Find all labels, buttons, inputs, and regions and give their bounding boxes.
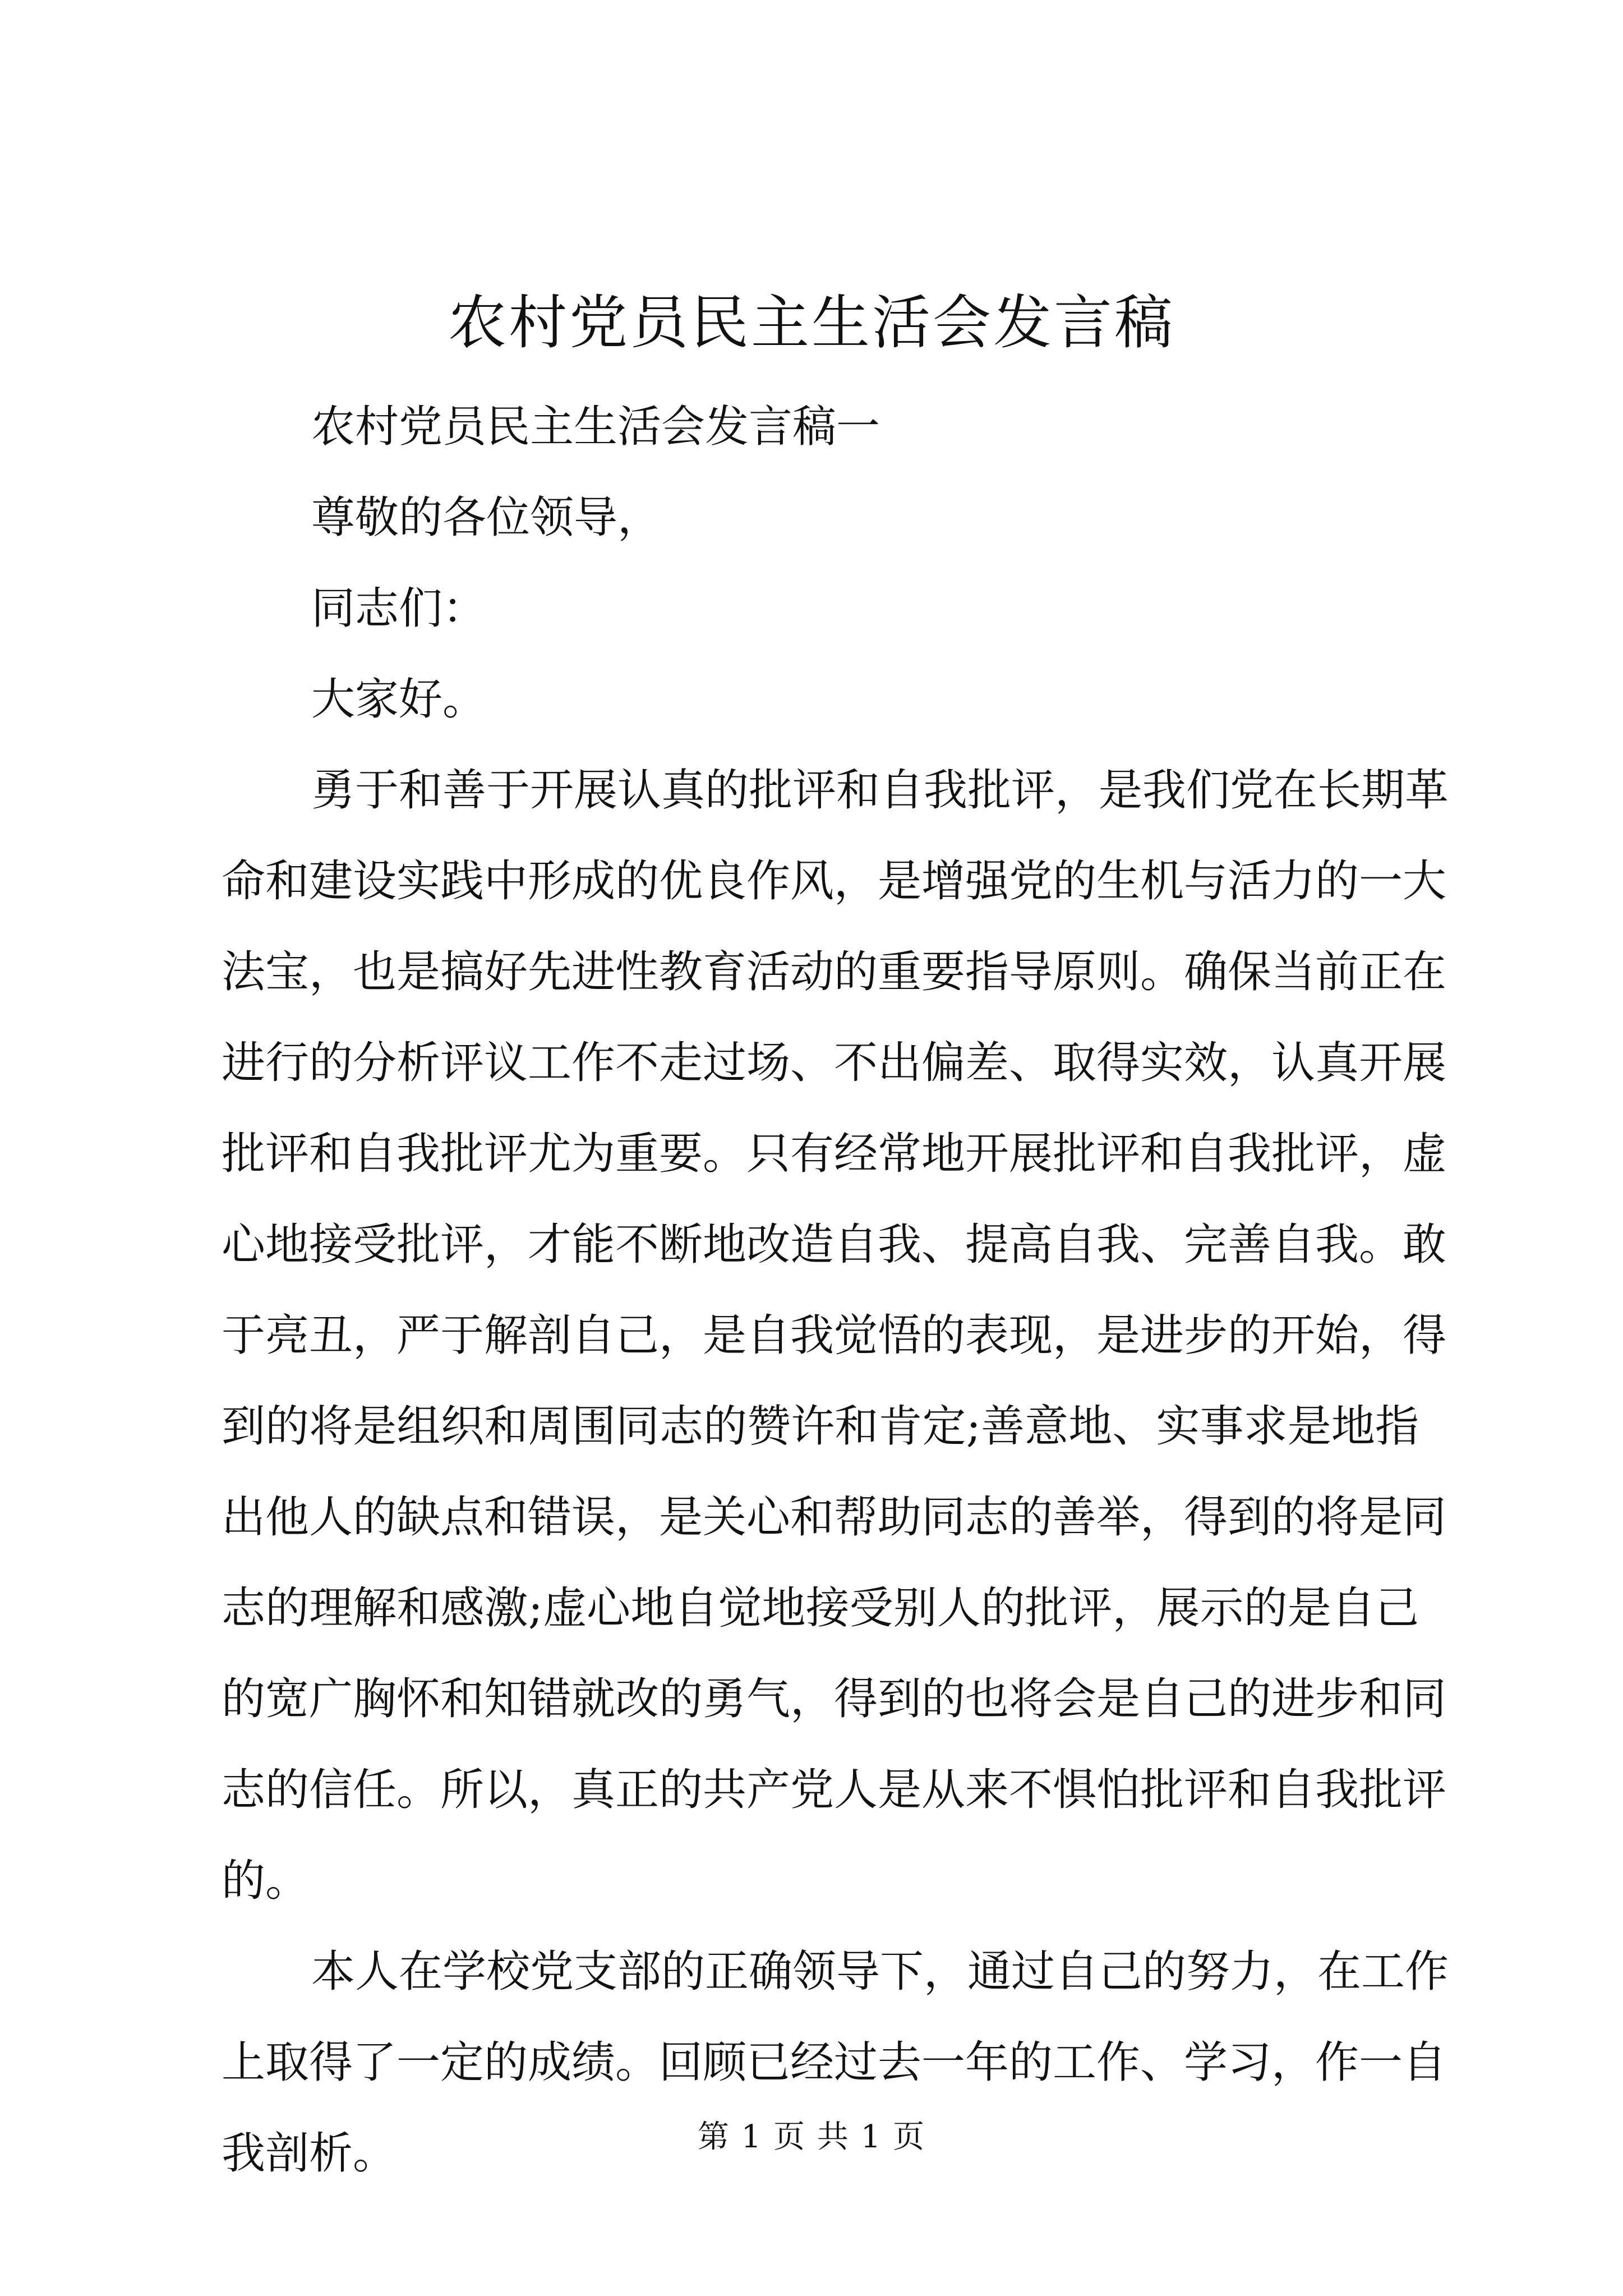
- body-line: 同志们：: [311, 583, 487, 634]
- body-line: 于亮丑，严于解剖自己，是自我觉悟的表现，是进步的开始，得: [222, 1310, 1447, 1361]
- body-line: 大家好。: [311, 674, 487, 725]
- body-line: 尊敬的各位领导，: [311, 493, 662, 543]
- body-line: 到的将是组织和周围同志的赞许和肯定;善意地、实事求是地指: [222, 1401, 1419, 1452]
- body-line: 本人在学校党支部的正确领导下，通过自己的努力，在工作: [311, 1947, 1449, 1997]
- body-line: 上取得了一定的成绩。回顾已经过去一年的工作、学习，作一自: [222, 2037, 1447, 2088]
- body-line: 我剖析。: [222, 2128, 397, 2179]
- body-line: 批评和自我批评尤为重要。只有经常地开展批评和自我批评，虚: [222, 1129, 1447, 1179]
- body-line: 志的信任。所以，真正的共产党人是从来不惧怕批评和自我批评: [222, 1765, 1447, 1815]
- body-line: 心地接受批评，才能不断地改造自我、提高自我、完善自我。敢: [222, 1220, 1447, 1270]
- body-line: 的宽广胸怀和知错就改的勇气，得到的也将会是自己的进步和同: [222, 1674, 1447, 1724]
- body-line: 志的理解和感激;虚心地自觉地接受别人的批评，展示的是自己: [222, 1583, 1419, 1634]
- body-line: 出他人的缺点和错误，是关心和帮助同志的善举，得到的将是同: [222, 1492, 1447, 1543]
- page-footer: 第 1 页 共 1 页: [697, 2119, 926, 2155]
- body-line: 进行的分析评议工作不走过场、不出偏差、取得实效，认真开展: [222, 1038, 1447, 1088]
- body-line: 命和建设实践中形成的优良作风，是增强党的生机与活力的一大: [222, 856, 1447, 907]
- body-line: 农村党员民主生活会发言稿一: [311, 402, 880, 452]
- body-line: 的。: [222, 1856, 310, 1906]
- body-line: 法宝，也是搞好先进性教育活动的重要指导原则。确保当前正在: [222, 947, 1447, 997]
- document-body: [222, 381, 1449, 2199]
- body-line: 勇于和善于开展认真的批评和自我批评，是我们党在长期革: [311, 765, 1449, 816]
- document-title: 农村党员民主生活会发言稿: [448, 288, 1175, 357]
